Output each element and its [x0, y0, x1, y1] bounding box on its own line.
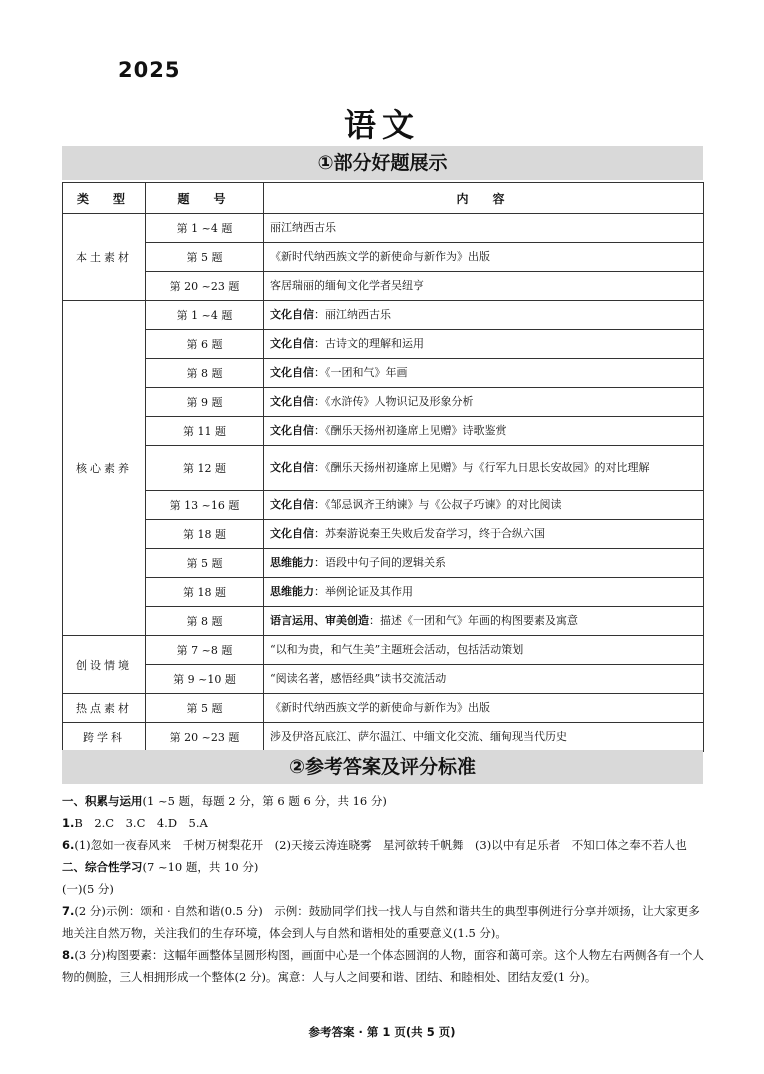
table-header-row: [63, 183, 704, 214]
table-row: [63, 549, 704, 578]
number-cell: 第 13 ~16 题: [146, 491, 264, 520]
number-cell: 第 18 题: [146, 520, 264, 549]
question-overview-table: [62, 182, 704, 752]
answer-item: 6.(1)忽如一夜春风来 千树万树梨花开 (2)天接云涛连晓雾 星河欲转千帆舞 (3)以中有足乐者 不知口体之奉不若人也: [62, 838, 687, 852]
section-1-banner: ①部分好题展示: [62, 146, 703, 180]
column-header-type: 类 型: [63, 183, 146, 214]
content-cell: 文化自信：《邹忌讽齐王纳谏》与《公叔子巧谏》的对比阅读: [264, 491, 704, 520]
table-row: [63, 214, 704, 243]
content-cell: “以和为贵，和气生美”主题班会活动，包括活动策划: [264, 636, 704, 665]
number-cell: 第 1 ~4 题: [146, 214, 264, 243]
answer-item: 8.(3 分)构图要素：这幅年画整体呈圆形构图，画面中心是一个体态圆润的人物，面容和蔼可亲。这个人物左右两侧各有一个人物的侧脸，三人相拥形成一个整体(2 分)。寓意：人与人之间要和谐、团结、和睦相处、团结友爱(1 分)。: [62, 948, 704, 984]
number-cell: 第 5 题: [146, 549, 264, 578]
content-cell: 思维能力：语段中句子间的逻辑关系: [264, 549, 704, 578]
page-footer: 参考答案 · 第 1 页(共 5 页): [308, 1025, 456, 1039]
number-cell: 第 6 题: [146, 330, 264, 359]
type-cell: 本土素材: [63, 214, 146, 301]
number-cell: 第 12 题: [146, 446, 264, 491]
column-header-content: 内 容: [264, 183, 704, 214]
number-cell: 第 5 题: [146, 243, 264, 272]
answer-item: 1.B 2.C 3.C 4.D 5.A: [62, 816, 208, 830]
table-row: [63, 723, 704, 752]
answer-key: [62, 790, 707, 988]
table-row: [63, 301, 704, 330]
table-row: [63, 665, 704, 694]
subject-title: 语文: [343, 106, 420, 144]
table-row: [63, 520, 704, 549]
number-cell: 第 11 题: [146, 417, 264, 446]
content-cell: 涉及伊洛瓦底江、萨尔温江、中缅文化交流、缅甸现当代历史: [264, 723, 704, 752]
number-cell: 第 20 ~23 题: [146, 723, 264, 752]
number-cell: 第 7 ~8 题: [146, 636, 264, 665]
table-row: [63, 446, 704, 491]
table-row: [63, 694, 704, 723]
content-cell: “阅读名著，感悟经典”读书交流活动: [264, 665, 704, 694]
content-cell: 文化自信：《一团和气》年画: [264, 359, 704, 388]
content-cell: 丽江纳西古乐: [264, 214, 704, 243]
answer-section-heading: 一、积累与运用(1 ~5 题，每题 2 分，第 6 题 6 分，共 16 分): [62, 794, 387, 808]
content-cell: 文化自信：《水浒传》人物识记及形象分析: [264, 388, 704, 417]
content-cell: 文化自信：古诗文的理解和运用: [264, 330, 704, 359]
content-cell: 语言运用、审美创造：描述《一团和气》年画的构图要素及寓意: [264, 607, 704, 636]
answer-subheading: (一)(5 分): [62, 882, 114, 896]
content-cell: 文化自信：《酬乐天扬州初逢席上见赠》与《行军九日思长安故园》的对比理解: [264, 446, 704, 491]
number-cell: 第 5 题: [146, 694, 264, 723]
number-cell: 第 20 ~23 题: [146, 272, 264, 301]
table-row: [63, 388, 704, 417]
content-cell: 《新时代纳西族文学的新使命与新作为》出版: [264, 694, 704, 723]
type-cell: 创设情境: [63, 636, 146, 694]
table-row: [63, 491, 704, 520]
column-header-number: 题 号: [146, 183, 264, 214]
table-row: [63, 243, 704, 272]
content-cell: 文化自信：丽江纳西古乐: [264, 301, 704, 330]
answer-item: 7.(2 分)示例：颂和 · 自然和谐(0.5 分) 示例：鼓励同学们找一找人与自然和谐共生的典型事例进行分享并颂扬，让大家更多地关注自然万物，关注我们的生存环境，体会到人与自然和谐相处的重要意义(1.5 分)。: [62, 904, 700, 940]
table-row: [63, 578, 704, 607]
content-cell: 文化自信：《酬乐天扬州初逢席上见赠》诗歌鉴赏: [264, 417, 704, 446]
number-cell: 第 8 题: [146, 607, 264, 636]
table-row: [63, 607, 704, 636]
content-cell: 文化自信：苏秦游说秦王失败后发奋学习，终于合纵六国: [264, 520, 704, 549]
table-row: [63, 272, 704, 301]
type-cell: 热点素材: [63, 694, 146, 723]
number-cell: 第 9 题: [146, 388, 264, 417]
content-cell: 《新时代纳西族文学的新使命与新作为》出版: [264, 243, 704, 272]
section-2-banner: ②参考答案及评分标准: [62, 750, 703, 784]
number-cell: 第 18 题: [146, 578, 264, 607]
type-cell: 核心素养: [63, 301, 146, 636]
number-cell: 第 1 ~4 题: [146, 301, 264, 330]
year-label: 2025: [118, 58, 181, 82]
table-row: [63, 636, 704, 665]
table-row: [63, 330, 704, 359]
number-cell: 第 9 ~10 题: [146, 665, 264, 694]
table-row: [63, 359, 704, 388]
number-cell: 第 8 题: [146, 359, 264, 388]
content-cell: 客居瑞丽的缅甸文化学者吴纽亨: [264, 272, 704, 301]
answer-section-heading: 二、综合性学习(7 ~10 题，共 10 分): [62, 860, 259, 874]
content-cell: 思维能力：举例论证及其作用: [264, 578, 704, 607]
table-row: [63, 417, 704, 446]
type-cell: 跨学科: [63, 723, 146, 752]
